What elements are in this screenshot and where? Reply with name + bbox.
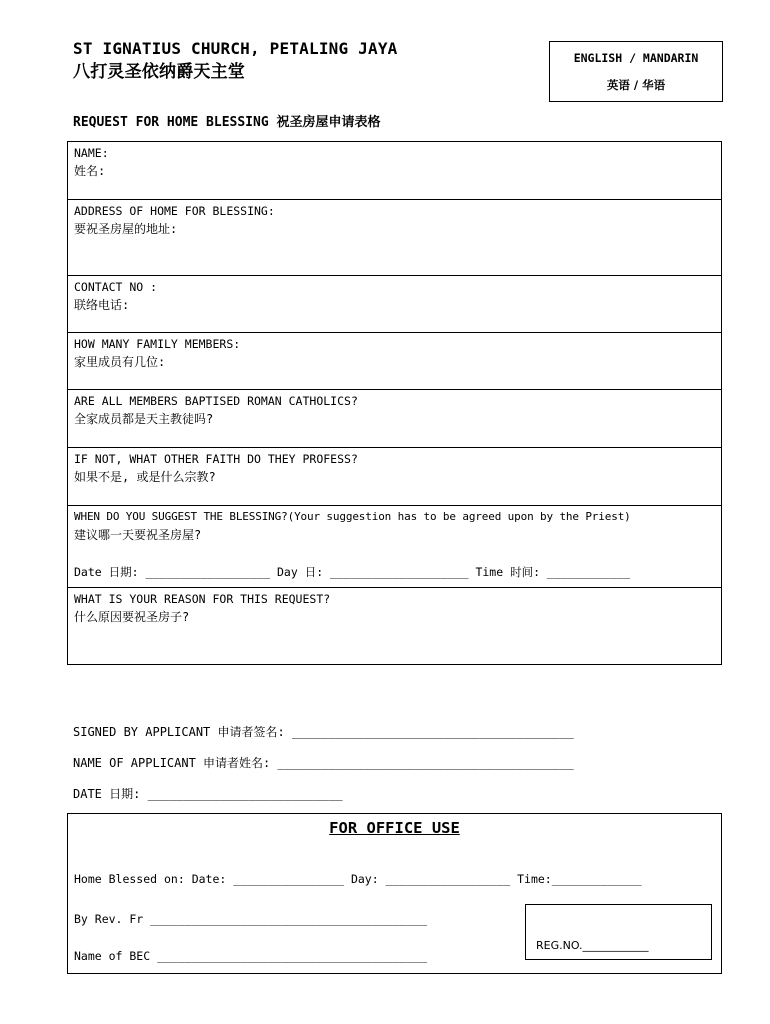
form-title: REQUEST FOR HOME BLESSING 祝圣房屋申请表格 bbox=[73, 115, 381, 130]
field-label-zh: 全家成员都是天主教徒吗? bbox=[74, 412, 214, 426]
field-label-zh: 什么原因要祝圣房子? bbox=[74, 610, 190, 624]
schedule-line[interactable]: Date 日期: __________________ Day 日: ____________________ Time 时间: ____________ bbox=[74, 565, 630, 579]
field-row-address[interactable] bbox=[68, 200, 721, 276]
language-box bbox=[549, 41, 723, 102]
reg-no-label: REG.NO.____________ bbox=[536, 939, 649, 952]
by-rev-line[interactable]: By Rev. Fr ________________________________________ bbox=[74, 912, 428, 926]
field-label-en: IF NOT, WHAT OTHER FAITH DO THEY PROFESS? bbox=[74, 452, 358, 466]
field-label-zh: 家里成员有几位: bbox=[74, 355, 166, 369]
field-row-blessing-date[interactable] bbox=[68, 506, 721, 588]
field-row-contact[interactable] bbox=[68, 276, 721, 333]
field-label-zh: 建议哪一天要祝圣房屋? bbox=[74, 528, 202, 542]
field-label-en: WHEN DO YOU SUGGEST THE BLESSING?(Your suggestion has to be agreed upon by the Priest) bbox=[74, 510, 631, 523]
reg-no-box[interactable] bbox=[525, 904, 712, 960]
language-en: ENGLISH / MANDARIN bbox=[573, 51, 699, 65]
signed-by-applicant-line[interactable]: SIGNED BY APPLICANT 申请者签名: _______________________________________ bbox=[73, 725, 574, 739]
field-label-zh: 姓名: bbox=[74, 164, 106, 178]
language-zh: 英语 / 华语 bbox=[606, 78, 666, 92]
field-label-zh: 要祝圣房屋的地址: bbox=[74, 222, 178, 236]
field-row-other-faith[interactable] bbox=[68, 448, 721, 506]
field-row-baptised[interactable] bbox=[68, 390, 721, 448]
field-label-en: WHAT IS YOUR REASON FOR THIS REQUEST? bbox=[74, 592, 331, 606]
home-blessed-line[interactable]: Home Blessed on: Date: ________________ Day: __________________ Time:_____________ bbox=[74, 872, 642, 886]
field-label-zh: 如果不是, 或是什么宗教? bbox=[74, 470, 216, 484]
church-name-en: ST IGNATIUS CHURCH, PETALING JAYA bbox=[73, 39, 398, 58]
field-row-reason[interactable] bbox=[68, 588, 721, 664]
application-form-table bbox=[67, 141, 722, 665]
field-row-name[interactable] bbox=[68, 142, 721, 200]
field-label-en: CONTACT NO : bbox=[74, 280, 158, 294]
field-label-en: NAME: bbox=[74, 146, 109, 160]
church-name-zh: 八打灵圣依纳爵天主堂 bbox=[73, 62, 245, 82]
field-label-zh: 联络电话: bbox=[74, 298, 130, 312]
field-label-en: ARE ALL MEMBERS BAPTISED ROMAN CATHOLICS? bbox=[74, 394, 358, 408]
office-use-box bbox=[67, 813, 722, 974]
name-of-applicant-line[interactable]: NAME OF APPLICANT 申请者姓名: _________________________________________ bbox=[73, 756, 574, 770]
field-label-en: HOW MANY FAMILY MEMBERS: bbox=[74, 337, 241, 351]
field-label-en: ADDRESS OF HOME FOR BLESSING: bbox=[74, 204, 275, 218]
office-use-title: FOR OFFICE USE bbox=[329, 819, 460, 837]
name-of-bec-line[interactable]: Name of BEC _______________________________________ bbox=[74, 949, 428, 963]
applicant-date-line[interactable]: DATE 日期: ___________________________ bbox=[73, 787, 343, 801]
field-row-family-members[interactable] bbox=[68, 333, 721, 390]
